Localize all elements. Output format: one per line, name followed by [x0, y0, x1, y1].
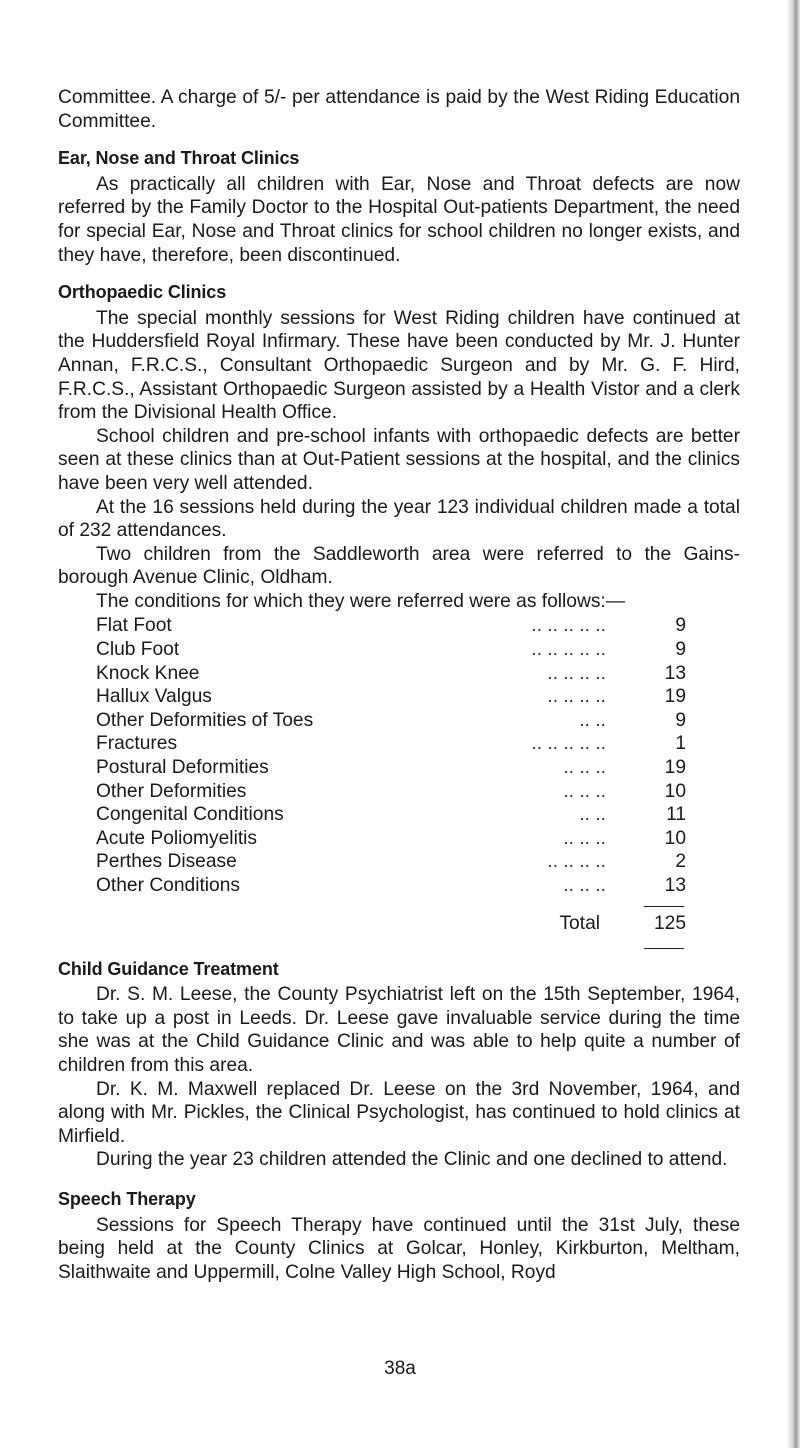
- condition-row: [96, 732, 686, 756]
- condition-count: 9: [675, 639, 686, 661]
- condition-label: Fractures: [96, 733, 178, 755]
- condition-leader-dots: .. .. .. ..: [547, 662, 606, 684]
- condition-count: 11: [666, 804, 686, 826]
- condition-leader-dots: .. .. .. .. ..: [531, 615, 606, 637]
- condition-label: Knock Knee: [96, 662, 200, 684]
- condition-row: [96, 638, 686, 662]
- condition-label: Other Deformities of Toes: [96, 709, 314, 731]
- intro-paragraph: Committee. A charge of 5/- per attendance is paid by the West Riding Education Committee.: [58, 87, 740, 132]
- condition-leader-dots: .. ..: [579, 804, 606, 826]
- condition-row: [96, 803, 686, 827]
- condition-label: Other Conditions: [96, 875, 240, 896]
- condition-count: 9: [675, 709, 686, 731]
- ortho-paragraph-5: The conditions for which they were referred were as follows:—: [96, 590, 625, 612]
- condition-leader-dots: .. .. ..: [563, 780, 606, 802]
- condition-count: 13: [664, 662, 686, 684]
- conditions-table: [96, 614, 686, 937]
- condition-count: 19: [664, 686, 686, 708]
- condition-label: Perthes Disease: [96, 851, 237, 873]
- condition-count: 10: [664, 827, 686, 849]
- speech-heading: Speech Therapy: [58, 1188, 196, 1209]
- ent-heading: Ear, Nose and Throat Clinics: [58, 148, 300, 169]
- ortho-paragraph-3: At the 16 sessions held during the year 123 individual children made a total of 232 attendances.: [58, 496, 740, 542]
- condition-leader-dots: .. .. .. ..: [547, 851, 606, 873]
- condition-label: Congenital Conditions: [96, 804, 284, 826]
- condition-label: Postural Deformities: [96, 757, 269, 779]
- guidance-paragraph-2: Dr. K. M. Maxwell replaced Dr. Leese on the 3rd November, 1964, and along with Mr. Pickles, the Clinical Psychologist, has continued to hold clinics at Mirfield.: [58, 1078, 740, 1147]
- page-edge-shadow: [786, 0, 800, 1448]
- page-number: 38a: [384, 1358, 416, 1379]
- condition-row: [96, 685, 686, 709]
- total-bottom-rule: [644, 948, 684, 949]
- condition-row: [96, 756, 686, 780]
- condition-row: [96, 827, 686, 851]
- total-top-rule: [644, 906, 684, 907]
- ortho-heading: Orthopaedic Clinics: [58, 282, 227, 303]
- condition-leader-dots: .. .. ..: [563, 827, 606, 849]
- condition-count: 2: [675, 851, 686, 873]
- ortho-paragraph-4: Two children from the Saddleworth area were referred to the Gains-borough Avenue Clinic, Oldham.: [58, 543, 740, 589]
- total-value: 125: [653, 912, 686, 934]
- condition-label: Club Foot: [96, 639, 180, 661]
- condition-row: [96, 780, 686, 804]
- condition-leader-dots: .. ..: [579, 709, 606, 731]
- condition-count: 19: [664, 757, 686, 779]
- condition-leader-dots: .. .. .. .. ..: [531, 639, 606, 661]
- conditions-total-row: [96, 912, 686, 938]
- condition-count: 9: [675, 615, 686, 637]
- guidance-paragraph-3: During the year 23 children attended the Clinic and one declined to attend.: [96, 1149, 728, 1171]
- ortho-paragraph-1: The special monthly sessions for West Riding children have continued at the Huddersfield Royal Infirmary. These have been conducted by Mr. J. Hunter Annan, F.R.C.S., Consultant Orthopaedic Surgeon and by Mr. G. F. Hird, F.R.C.S., Assistant Orthopaedic Surgeon assisted by a Health Vistor and a clerk from the Divisional Health Office.: [58, 307, 740, 424]
- document-page: [58, 86, 740, 1284]
- condition-label: Hallux Valgus: [96, 686, 212, 708]
- condition-label: Acute Poliomyelitis: [96, 827, 258, 849]
- guidance-heading: Child Guidance Treatment: [58, 958, 279, 979]
- condition-count: 13: [664, 875, 686, 896]
- condition-leader-dots: .. .. .. .. ..: [531, 733, 606, 755]
- condition-count: 1: [675, 733, 686, 755]
- condition-leader-dots: .. .. .. ..: [547, 686, 606, 708]
- condition-count: 10: [664, 780, 686, 802]
- guidance-paragraph-1: Dr. S. M. Leese, the County Psychiatrist left on the 15th September, 1964, to take up a post in Leeds. Dr. Leese gave invaluable service during the time she was at the Child Guidance Clinic and was able to help quite a number of children from this area.: [58, 984, 740, 1076]
- speech-paragraph-1: Sessions for Speech Therapy have continued until the 31st July, these being held at the County Clinics at Golcar, Honley, Kirkburton, Meltham, Slaithwaite and Uppermill, Colne Valley High School, Royd: [58, 1214, 740, 1283]
- condition-label: Other Deformities: [96, 780, 247, 802]
- total-label: Total: [559, 912, 600, 934]
- condition-row: [96, 662, 686, 686]
- condition-row: [96, 874, 686, 898]
- condition-leader-dots: .. .. ..: [563, 757, 606, 779]
- condition-row: [96, 709, 686, 733]
- condition-row: [96, 614, 686, 638]
- ortho-paragraph-2: School children and pre-school infants with orthopaedic defects are better seen at these clinics than at Out-Patient sessions at the hospital, and the clinics have been very well attended.: [58, 425, 740, 494]
- condition-row: [96, 850, 686, 874]
- condition-leader-dots: .. .. ..: [563, 875, 606, 896]
- condition-label: Flat Foot: [96, 615, 172, 637]
- ent-paragraph: As practically all children with Ear, Nose and Throat defects are now referred by the Family Doctor to the Hospital Out-patients Department, the need for special Ear, Nose and Throat clinics for school children no longer exists, and they have, therefore, been discontinued.: [58, 173, 740, 266]
